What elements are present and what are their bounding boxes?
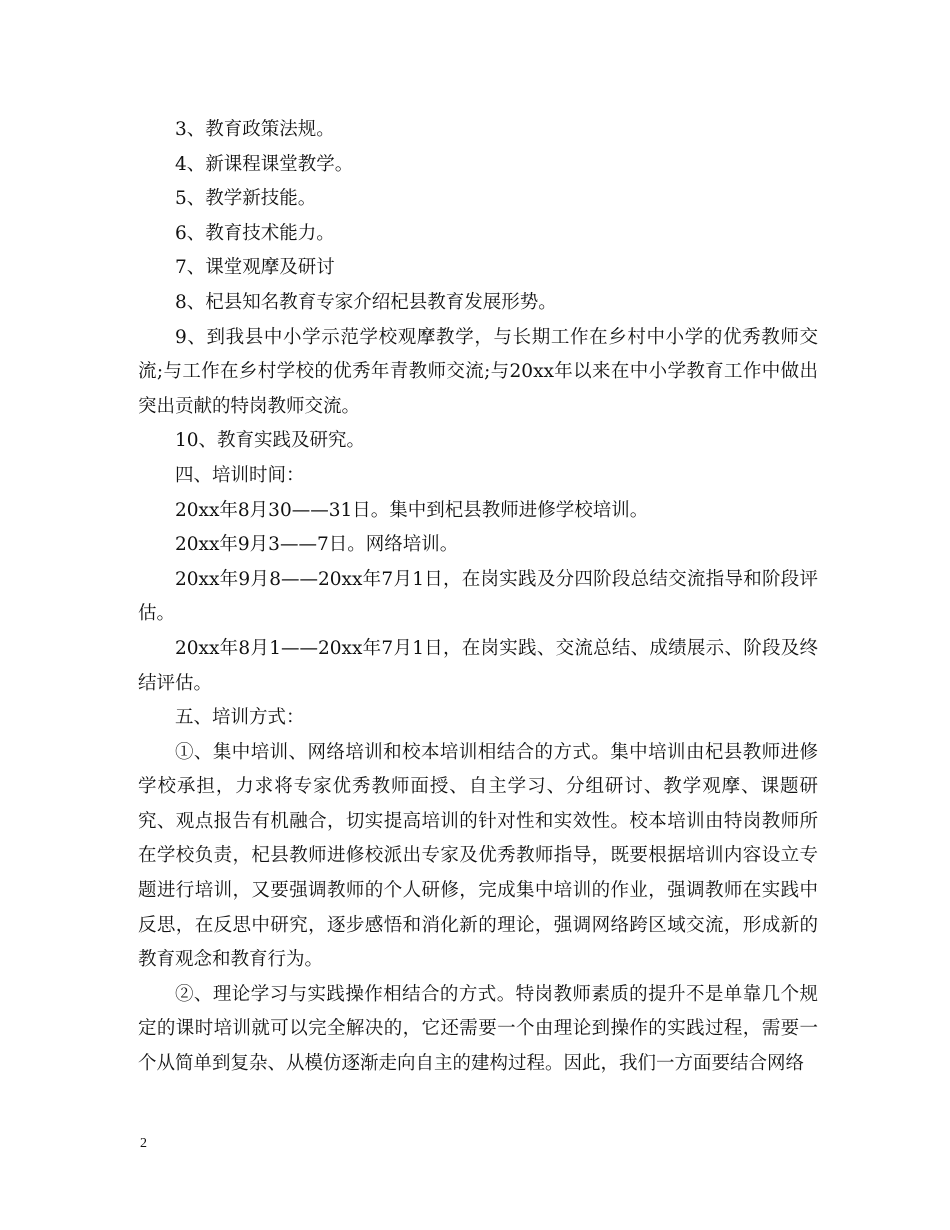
paragraph-item-8: 8、杞县知名教育专家介绍杞县教育发展形势。	[175, 291, 557, 313]
paragraph-item-10: 10、教育实践及研究。	[175, 430, 366, 452]
method-paragraph-1: ①、集中培训、网络培训和校本培训相结合的方式。集中培训由杞县教师进修学校承担，力求将专家优秀教师面授、自主学习、分组研讨、教学观摩、课题研究、观点报告有机融合，切实提高培训的针对性和实效性。校本培训由特岗教师所在学校负责，杞县教师进修校派出专家及优秀教师指导，既要根据培训内容设立专题进行培训，又要强调教师的个人研修，完成集中培训的作业，强调教师在实践中反思，在反思中研究，逐步感悟和消化新的理论，强调网络跨区域交流，形成新的教育观念和教育行为。	[138, 741, 818, 971]
paragraph-item-4: 4、新课程课堂教学。	[175, 153, 354, 175]
paragraph-item-9: 9、到我县中小学示范学校观摩教学，与长期工作在乡村中小学的优秀教师交流;与工作在乡村学校的优秀年青教师交流;与20xx年以来在中小学教育工作中做出突出贡献的特岗教师交流。	[138, 326, 818, 417]
page-number: 2	[140, 1136, 147, 1151]
section-heading-training-time: 四、培训时间：	[175, 464, 305, 486]
schedule-item-4: 20xx年8月1——20xx年7月1日，在岗实践、交流总结、成绩展示、阶段及终结评估。	[138, 637, 818, 694]
schedule-item-1: 20xx年8月30——31日。集中到杞县教师进修学校培训。	[175, 499, 649, 521]
document-body	[138, 113, 818, 1082]
schedule-item-3: 20xx年9月8——20xx年7月1日，在岗实践及分四阶段总结交流指导和阶段评估。	[138, 568, 818, 625]
schedule-item-2: 20xx年9月3——7日。网络培训。	[175, 534, 459, 556]
paragraph-item-5: 5、教学新技能。	[175, 188, 317, 210]
method-paragraph-2: ②、理论学习与实践操作相结合的方式。特岗教师素质的提升不是单靠几个规定的课时培训就可以完全解决的，它还需要一个由理论到操作的实践过程，需要一个从简单到复杂、从模仿逐渐走向自主的建构过程。因此，我们一方面要结合网络	[138, 983, 818, 1075]
paragraph-item-6: 6、教育技术能力。	[175, 222, 335, 244]
paragraph-item-3: 3、教育政策法规。	[175, 119, 335, 140]
paragraph-item-7: 7、课堂观摩及研讨	[175, 257, 335, 279]
section-heading-training-method: 五、培训方式：	[175, 707, 305, 729]
